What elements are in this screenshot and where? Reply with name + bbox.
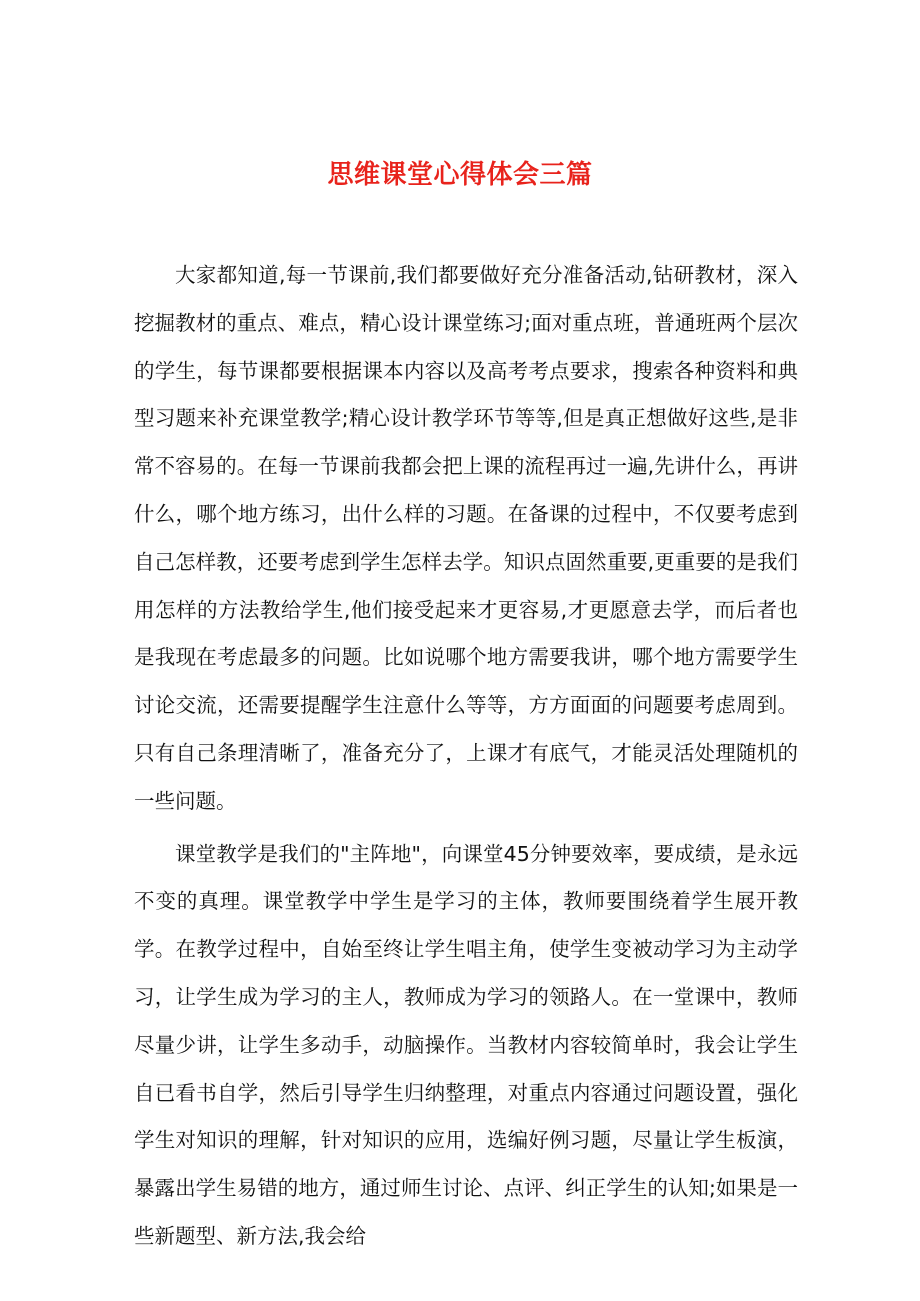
- paragraph-2: 课堂教学是我们的"主阵地"，向课堂45分钟要效率，要成绩，是永远不变的真理。课堂教学中学生是学习的主体，教师要围绕着学生展开教学。在教学过程中，自始至终让学生唱主角，使学生变被动学习为主动学习，让学生成为学习的主人，教师成为学习的领路人。在一堂课中，教师尽量少讲，让学生多动手，动脑操作。当教材内容较简单时，我会让学生自已看书自学，然后引导学生归纳整理，对重点内容通过问题设置，强化学生对知识的理解，针对知识的应用，选编好例习题，尽量让学生板演，暴露出学生易错的地方，通过师生讨论、点评、纠正学生的认知;如果是一些新题型、新方法,我会给: [134, 841, 798, 1248]
- paragraph-1: 大家都知道,每一节课前,我们都要做好充分准备活动,钻研教材，深入挖掘教材的重点、难点，精心设计课堂练习;面对重点班，普通班两个层次的学生，每节课都要根据课本内容以及高考考点要求，搜索各种资料和典型习题来补充课堂教学;精心设计教学环节等等,但是真正想做好这些,是非常不容易的。在每一节课前我都会把上课的流程再过一遍,先讲什么，再讲什么，哪个地方练习，出什么样的习题。在备课的过程中，不仅要考虑到自己怎样教，还要考虑到学生怎样去学。知识点固然重要,更重要的是我们用怎样的方法教给学生,他们接受起来才更容易,才更愿意去学，而后者也是我现在考虑最多的问题。比如说哪个地方需要我讲，哪个地方需要学生讨论交流，还需要提醒学生注意什么等等，方方面面的问题要考虑周到。只有自己条理清晰了，准备充分了，上课才有底气，才能灵活处理随机的一些问题。: [134, 263, 798, 813]
- document-title: 思维课堂心得体会三篇: [327, 160, 593, 191]
- document-body: [134, 252, 798, 1261]
